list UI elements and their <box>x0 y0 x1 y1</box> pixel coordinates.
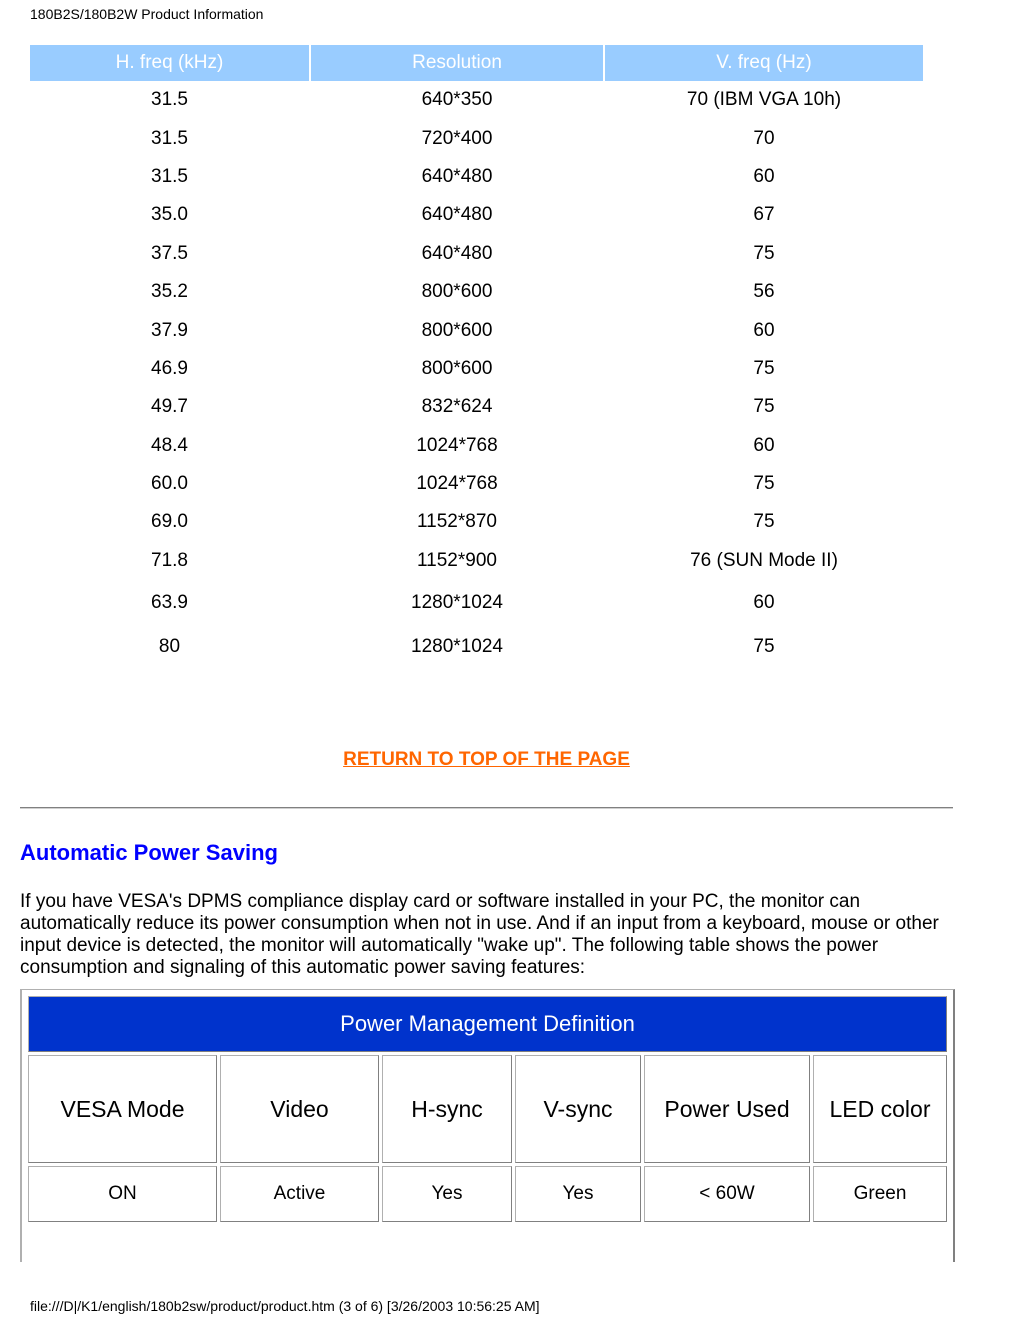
return-to-top <box>0 749 973 771</box>
table-cell: 69.0 <box>151 511 188 533</box>
table-cell: 31.5 <box>151 165 188 187</box>
table-cell: 35.2 <box>151 281 188 303</box>
table-cell: 1024*768 <box>416 473 498 495</box>
col-power-used-header: Power Used <box>644 1055 810 1163</box>
table-cell: 71.8 <box>151 549 188 571</box>
return-to-top-link[interactable]: RETURN TO TOP OF THE PAGE <box>343 749 630 770</box>
table-row <box>30 119 923 157</box>
col-vfreq-header: V. freq (Hz) <box>605 44 923 81</box>
table-cell: 63.9 <box>151 591 188 613</box>
table-cell: 60 <box>753 591 775 613</box>
table-cell: 1152*900 <box>417 549 497 571</box>
table-row <box>30 196 923 234</box>
power-title-row <box>28 996 947 1052</box>
table-cell: 1280*1024 <box>411 591 503 613</box>
power-header-row <box>28 1055 947 1163</box>
table-cell: 75 <box>753 636 775 658</box>
table-cell: 60 <box>753 165 775 187</box>
table-row <box>30 388 923 426</box>
page-header: 180B2S/180B2W Product Information <box>30 6 264 22</box>
table-cell: 1152*870 <box>417 511 497 533</box>
table-cell: 75 <box>753 511 775 533</box>
col-vesa-mode-header: VESA Mode <box>28 1055 217 1163</box>
timing-header-row <box>30 44 923 81</box>
table-cell: 640*480 <box>421 165 493 187</box>
col-hsync-header: H-sync <box>382 1055 512 1163</box>
table-row <box>28 1166 947 1222</box>
table-cell: 31.5 <box>151 127 188 149</box>
section-intro: If you have VESA's DPMS compliance display card or software installed in your PC, the monitor can automatically reduce its power consumption when not in use. And if an input from a keyboard, mouse or other input device is detected, the monitor will automatically "wake up". The following table shows the power consumption and signaling of this automatic power saving features: <box>20 891 939 978</box>
col-vsync-header: V-sync <box>515 1055 641 1163</box>
table-cell: 640*480 <box>421 204 493 226</box>
table-cell: 800*600 <box>421 357 493 379</box>
timing-table <box>28 44 925 669</box>
table-cell: Active <box>220 1166 379 1222</box>
table-cell: Green <box>813 1166 947 1222</box>
table-cell: 60.0 <box>151 473 188 495</box>
table-cell: Yes <box>515 1166 641 1222</box>
table-row <box>30 580 923 625</box>
table-row <box>30 273 923 311</box>
table-cell: 75 <box>753 473 775 495</box>
table-cell: 37.9 <box>151 319 188 341</box>
table-cell: 37.5 <box>151 242 188 264</box>
table-cell: 60 <box>753 434 775 456</box>
col-led-color-header: LED color <box>813 1055 947 1163</box>
table-row <box>30 503 923 541</box>
power-table-title: Power Management Definition <box>28 996 947 1052</box>
table-cell: 75 <box>753 396 775 418</box>
col-hfreq-header: H. freq (kHz) <box>30 44 309 81</box>
power-management-table <box>25 993 950 1225</box>
table-cell: 800*600 <box>421 319 493 341</box>
table-cell: 720*400 <box>421 127 493 149</box>
col-video-header: Video <box>220 1055 379 1163</box>
table-cell: 60 <box>753 319 775 341</box>
table-cell: 640*350 <box>421 89 493 111</box>
col-resolution-header: Resolution <box>311 44 603 81</box>
table-cell: 640*480 <box>421 242 493 264</box>
table-row <box>30 235 923 273</box>
table-cell: 832*624 <box>421 396 493 418</box>
table-row <box>30 625 923 669</box>
table-cell: 800*600 <box>421 281 493 303</box>
table-cell: 67 <box>753 204 775 226</box>
table-row <box>30 427 923 465</box>
table-row <box>30 158 923 196</box>
table-cell: Yes <box>382 1166 512 1222</box>
table-row <box>30 542 923 580</box>
table-row <box>30 465 923 503</box>
table-cell: 56 <box>753 281 775 303</box>
table-row <box>30 311 923 349</box>
horizontal-divider <box>20 807 953 809</box>
power-table-frame <box>20 989 955 1262</box>
table-cell: ON <box>28 1166 217 1222</box>
table-row <box>30 81 923 119</box>
page-footer: file:///D|/K1/english/180b2sw/product/product.htm (3 of 6) [3/26/2003 10:56:25 AM] <box>30 1298 540 1314</box>
table-row <box>30 350 923 388</box>
table-cell: 31.5 <box>151 89 188 111</box>
table-cell: 1280*1024 <box>411 636 503 658</box>
table-cell: 70 <box>753 127 775 149</box>
table-cell: 70 (IBM VGA 10h) <box>686 89 842 111</box>
table-cell: 80 <box>158 636 181 658</box>
table-cell: 48.4 <box>151 434 188 456</box>
table-cell: 49.7 <box>151 396 188 418</box>
table-cell: 75 <box>753 357 775 379</box>
table-cell: 35.0 <box>151 204 188 226</box>
table-cell: 75 <box>753 242 775 264</box>
table-cell: 46.9 <box>151 357 188 379</box>
table-cell: < 60W <box>644 1166 810 1222</box>
table-cell: 1024*768 <box>416 434 498 456</box>
table-cell: 76 (SUN Mode II) <box>690 549 838 571</box>
section-title: Automatic Power Saving <box>20 840 278 865</box>
